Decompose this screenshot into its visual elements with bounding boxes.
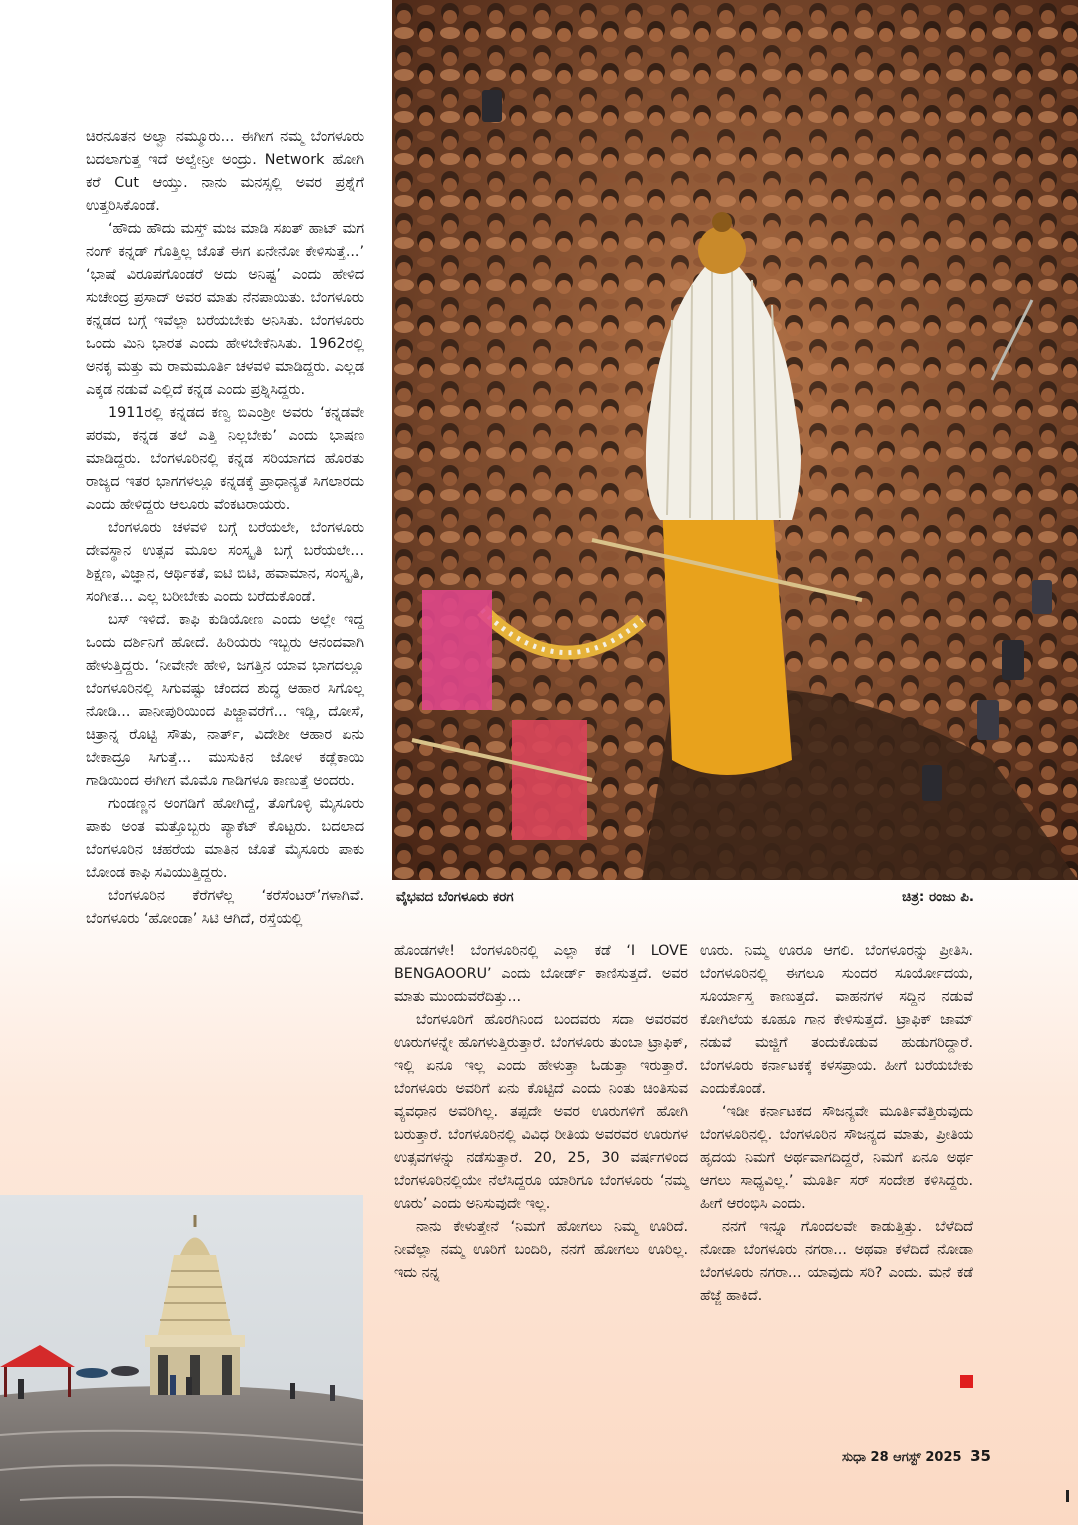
end-of-article-mark — [960, 1375, 973, 1388]
article-paragraph: ಬೆಂಗಳೂರಿನ ಕೆರೆಗಳೆಲ್ಲ ‘ಕರೆಸೆಂಟರ್’ಗಳಾಗಿವೆ. ಬೆಂಗಳೂರು ‘ಹೋಂಡಾ’ ಸಿಟಿ ಆಗಿದೆ, ರಸ್ತೆಯಲ್ಲಿ — [86, 888, 364, 927]
article-paragraph: ‘ಇಡೀ ಕರ್ನಾಟಕದ ಸೌಜನ್ಯವೇ ಮೂರ್ತಿವೆತ್ತಿರುವುದು ಬೆಂಗಳೂರಿನಲ್ಲಿ. ಬೆಂಗಳೂರಿನ ಸೌಜನ್ಯದ ಮಾತು, ಪ್ರೀತಿಯ ಹೃದಯ ನಿಮಗೆ ಅರ್ಥವಾಗದಿದ್ದರೆ, ನಿಮಗೆ ಏನೂ ಅರ್ಥ ಆಗಲು ಸಾಧ್ಯವಿಲ್ಲ.’ ಮೂರ್ತಿ ಸರ್ ಸಂದೇಶ ಕಳಿಸಿದ್ದರು. ಹೀಗೆ ಆರಂಭಿಸಿ ಎಂದು. — [700, 1104, 973, 1212]
page-number: 35 — [970, 1447, 991, 1465]
article-paragraph: ಹೊಂಡಗಳೇ! ಬೆಂಗಳೂರಿನಲ್ಲಿ ಎಲ್ಲಾ ಕಡೆ ‘I LOVE BENGAOORU’ ಎಂದು ಬೋರ್ಡ್ ಕಾಣಿಸುತ್ತದೆ. ಅವರ ಮಾತು ಮುಂದುವರೆದಿತ್ತು... — [394, 943, 688, 1005]
article-column-1 — [86, 126, 364, 931]
photo-credit: ಚಿತ್ರ: ರಂಜು ಪಿ. — [902, 889, 974, 905]
article-paragraph: ಚಿರನೂತನ ಅಲ್ವಾ ನಮ್ಮೂರು... ಈಗೀಗ ನಮ್ಮ ಬೆಂಗಳೂರು ಬದಲಾಗುತ್ತ ಇದೆ ಅಲ್ವೇನ್ರೀ ಅಂದ್ರು. Network ಹೋಗಿ ಕರೆ Cut ಆಯ್ತು. ನಾನು ಮನಸ್ಸಲ್ಲಿ ಅವರ ಪ್ರಶ್ನೆಗೆ ಉತ್ತರಿಸಿಕೊಂಡೆ. — [86, 129, 364, 214]
article-paragraph: ಗುಂಡಣ್ಣನ ಅಂಗಡಿಗೆ ಹೋಗಿದ್ದೆ, ತೊಗೊಳ್ಳಿ ಮೈಸೂರು ಪಾಕು ಅಂತ ಮತ್ತೊಬ್ಬರು ಪ್ಯಾಕೆಟ್ ಕೊಟ್ಟರು. ಬದಲಾದ ಬೆಂಗಳೂರಿನ ಚಹರೆಯ ಮಾತಿನ ಜೊತೆ ಮೈಸೂರು ಪಾಕು ಬೋಂಡ ಕಾಫಿ ಸವಿಯುತ್ತಿದ್ದರು. — [86, 796, 364, 881]
article-paragraph: ‘ಹೌದು ಹೌದು ಮಸ್ತ್ ಮಜ ಮಾಡಿ ಸಖತ್ ಹಾಟ್ ಮಗ ನಂಗ್ ಕನ್ನಡ್ ಗೊತ್ತಿಲ್ಲ ಜೊತೆ ಈಗ ಏನೇನೋ ಕೇಳಿಸುತ್ತೆ...’ ‘ಭಾಷೆ ವಿರೂಪಗೊಂಡರೆ ಅದು ಅನಿಷ್ಟ’ ಎಂದು ಹೇಳಿದ ಸುಚೇಂದ್ರ ಪ್ರಸಾದ್ ಅವರ ಮಾತು ನೆನಪಾಯಿತು. ಬೆಂಗಳೂರು ಕನ್ನಡದ ಬಗ್ಗೆ ಇವೆಲ್ಲಾ ಬರೆಯಬೇಕು ಅನಿಸಿತು. ಬೆಂಗಳೂರು ಒಂದು ಮಿನಿ ಭಾರತ ಎಂದು ಹೇಳಬೇಕೆನಿಸಿತು. 1962ರಲ್ಲಿ ಅನಕೃ ಮತ್ತು ಮ ರಾಮಮೂರ್ತಿ ಚಳವಳಿ ಮಾಡಿದ್ದರು. ಎಲ್ಲಡ ಎಕ್ಕಡ ನಡುವೆ ಎಲ್ಲಿದೆ ಕನ್ನಡ ಎಂದು ಪ್ರಶ್ನಿಸಿದ್ದರು. — [86, 221, 364, 398]
crop-mark — [1066, 1490, 1069, 1502]
karaga-photo — [392, 0, 1078, 880]
article-paragraph: ಬೆಂಗಳೂರು ಚಳವಳಿ ಬಗ್ಗೆ ಬರೆಯಲೇ, ಬೆಂಗಳೂರು ದೇವಸ್ಥಾನ ಉತ್ಸವ ಮೂಲ ಸಂಸ್ಕೃತಿ ಬಗ್ಗೆ ಬರೆಯಲೇ... ಶಿಕ್ಷಣ, ವಿಜ್ಞಾನ, ಆರ್ಥಿಕತೆ, ಐಟಿ ಬಿಟಿ, ಹವಾಮಾನ, ಸಂಸ್ಕೃತಿ, ಸಂಗೀತ... ಎಲ್ಲ ಬರೀಬೇಕು ಎಂದು ಬರೆದುಕೊಂಡೆ. — [86, 520, 364, 605]
article-column-3 — [700, 940, 973, 1308]
photo-caption: ವೈಭವದ ಬೆಂಗಳೂರು ಕರಗ — [396, 889, 514, 905]
article-column-2 — [394, 940, 688, 1285]
page-footer — [842, 1447, 991, 1465]
article-paragraph: 1911ರಲ್ಲಿ ಕನ್ನಡದ ಕಣ್ವ ಬಿಎಂಶ್ರೀ ಅವರು ‘ಕನ್ನಡವೇ ಪರಮ, ಕನ್ನಡ ತಲೆ ಎತ್ತಿ ನಿಲ್ಲಬೇಕು’ ಎಂದು ಭಾಷಣ ಮಾಡಿದ್ದರು. ಬೆಂಗಳೂರಿನಲ್ಲಿ ಕನ್ನಡ ಸರಿಯಾಗದ ಹೊರತು ರಾಜ್ಯದ ಇತರ ಭಾಗಗಳಲ್ಲೂ ಕನ್ನಡಕ್ಕೆ ಪ್ರಾಧಾನ್ಯತೆ ಸಿಗಲಾರದು ಎಂದು ಹೇಳಿದ್ದರು ಆಲೂರು ವೆಂಕಟರಾಯರು. — [86, 405, 364, 513]
tower-photo — [0, 1195, 363, 1525]
article-paragraph: ಊರು. ನಿಮ್ಮ ಊರೂ ಆಗಲಿ. ಬೆಂಗಳೂರನ್ನು ಪ್ರೀತಿಸಿ. ಬೆಂಗಳೂರಿನಲ್ಲಿ ಈಗಲೂ ಸುಂದರ ಸೂರ್ಯೋದಯ, ಸೂರ್ಯಾಸ್ತ ಕಾಣುತ್ತದೆ. ವಾಹನಗಳ ಸದ್ದಿನ ನಡುವೆ ಕೋಗಿಲೆಯ ಕೂಹೂ ಗಾನ ಕೇಳಿಸುತ್ತದೆ. ಟ್ರಾಫಿಕ್ ಜಾಮ್ ನಡುವೆ ಮಜ್ಜಿಗೆ ತಂದುಕೊಡುವ ಹುಡುಗರಿದ್ದಾರೆ. ಬೆಂಗಳೂರು ಕರ್ನಾಟಕಕ್ಕೆ ಕಳಸಪ್ರಾಯ. ಹೀಗೆ ಬರೆಯಬೇಕು ಎಂದುಕೊಂಡೆ. — [700, 943, 973, 1097]
article-paragraph: ಬೆಂಗಳೂರಿಗೆ ಹೊರಗಿನಿಂದ ಬಂದವರು ಸದಾ ಅವರವರ ಊರುಗಳನ್ನೇ ಹೊಗಳುತ್ತಿರುತ್ತಾರೆ. ಬೆಂಗಳೂರು ತುಂಬಾ ಟ್ರಾಫಿಕ್, ಇಲ್ಲಿ ಏನೂ ಇಲ್ಲ ಎಂದು ಹೇಳುತ್ತಾ ಓಡುತ್ತಾ ಇರುತ್ತಾರೆ. ಬೆಂಗಳೂರು ಅವರಿಗೆ ಏನು ಕೊಟ್ಟಿದೆ ಎಂದು ನಿಂತು ಚಿಂತಿಸುವ ವ್ಯವಧಾನ ಅವರಿಗಿಲ್ಲ. ತಪ್ಪದೇ ಅವರ ಊರುಗಳಿಗೆ ಹೋಗಿ ಬರುತ್ತಾರೆ. ಬೆಂಗಳೂರಿನಲ್ಲಿ ವಿವಿಧ ರೀತಿಯ ಅವರವರ ಊರುಗಳ ಉತ್ಸವಗಳನ್ನು ನಡೆಸುತ್ತಾರೆ. 20, 25, 30 ವರ್ಷಗಳಿಂದ ಬೆಂಗಳೂರಿನಲ್ಲಿಯೇ ನೆಲೆಸಿದ್ದರೂ ಯಾರಿಗೂ ಬೆಂಗಳೂರು ‘ನಮ್ಮ ಊರು’ ಎಂದು ಅನಿಸುವುದೇ ಇಲ್ಲ. — [394, 1012, 688, 1212]
article-paragraph: ನನಗೆ ಇನ್ನೂ ಗೊಂದಲವೇ ಕಾಡುತ್ತಿತ್ತು. ಬೆಳೆದಿದೆ ನೋಡಾ ಬೆಂಗಳೂರು ನಗರಾ... ಅಥವಾ ಕಳೆದಿದೆ ನೋಡಾ ಬೆಂಗಳೂರು ನಗರಾ... ಯಾವುದು ಸರಿ? ಎಂದು. ಮನೆ ಕಡೆ ಹೆಜ್ಜೆ ಹಾಕಿದೆ. — [700, 1219, 973, 1304]
magazine-issue: ಸುಧಾ 28 ಆಗಸ್ಟ್ 2025 — [842, 1450, 962, 1465]
article-paragraph: ನಾನು ಕೇಳುತ್ತೇನೆ ‘ನಿಮಗೆ ಹೋಗಲು ನಿಮ್ಮ ಊರಿದೆ. ನೀವೆಲ್ಲಾ ನಮ್ಮ ಊರಿಗೆ ಬಂದಿರಿ, ನನಗೆ ಹೋಗಲು ಊರಿಲ್ಲ. ಇದು ನನ್ನ — [394, 1219, 688, 1281]
article-paragraph: ಬಸ್ ಇಳಿದೆ. ಕಾಫಿ ಕುಡಿಯೋಣ ಎಂದು ಅಲ್ಲೇ ಇದ್ದ ಒಂದು ದರ್ಶಿನಿಗೆ ಹೋದೆ. ಹಿರಿಯರು ಇಬ್ಬರು ಆನಂದವಾಗಿ ಹೇಳುತ್ತಿದ್ದರು. ‘ನೀವೇನೇ ಹೇಳಿ, ಜಗತ್ತಿನ ಯಾವ ಭಾಗದಲ್ಲೂ ಬೆಂಗಳೂರಿನಲ್ಲಿ ಸಿಗುವಷ್ಟು ಚೆಂದದ ಶುದ್ಧ ಆಹಾರ ಸಿಗೊಲ್ಲ ನೋಡಿ... ಪಾನೀಪುರಿಯಿಂದ ಪಿಜ್ಜಾವರೆಗೆ... ಇಡ್ಲಿ, ದೋಸೆ, ಚಿತ್ರಾನ್ನ ರೊಟ್ಟಿ ಸೌತು, ನಾರ್ತ್, ವಿದೇಶೀ ಆಹಾರ ಏನು ಬೇಕಾದ್ರೂ ಸಿಗುತ್ತೆ... ಮುಸುಕಿನ ಜೋಳ ಕಡ್ಲೆಕಾಯಿ ಗಾಡಿಯಿಂದ ಈಗೀಗ ಮೊಮೊ ಗಾಡಿಗಳೂ ಕಾಣುತ್ತೆ ಅಂದರು. — [86, 612, 364, 789]
